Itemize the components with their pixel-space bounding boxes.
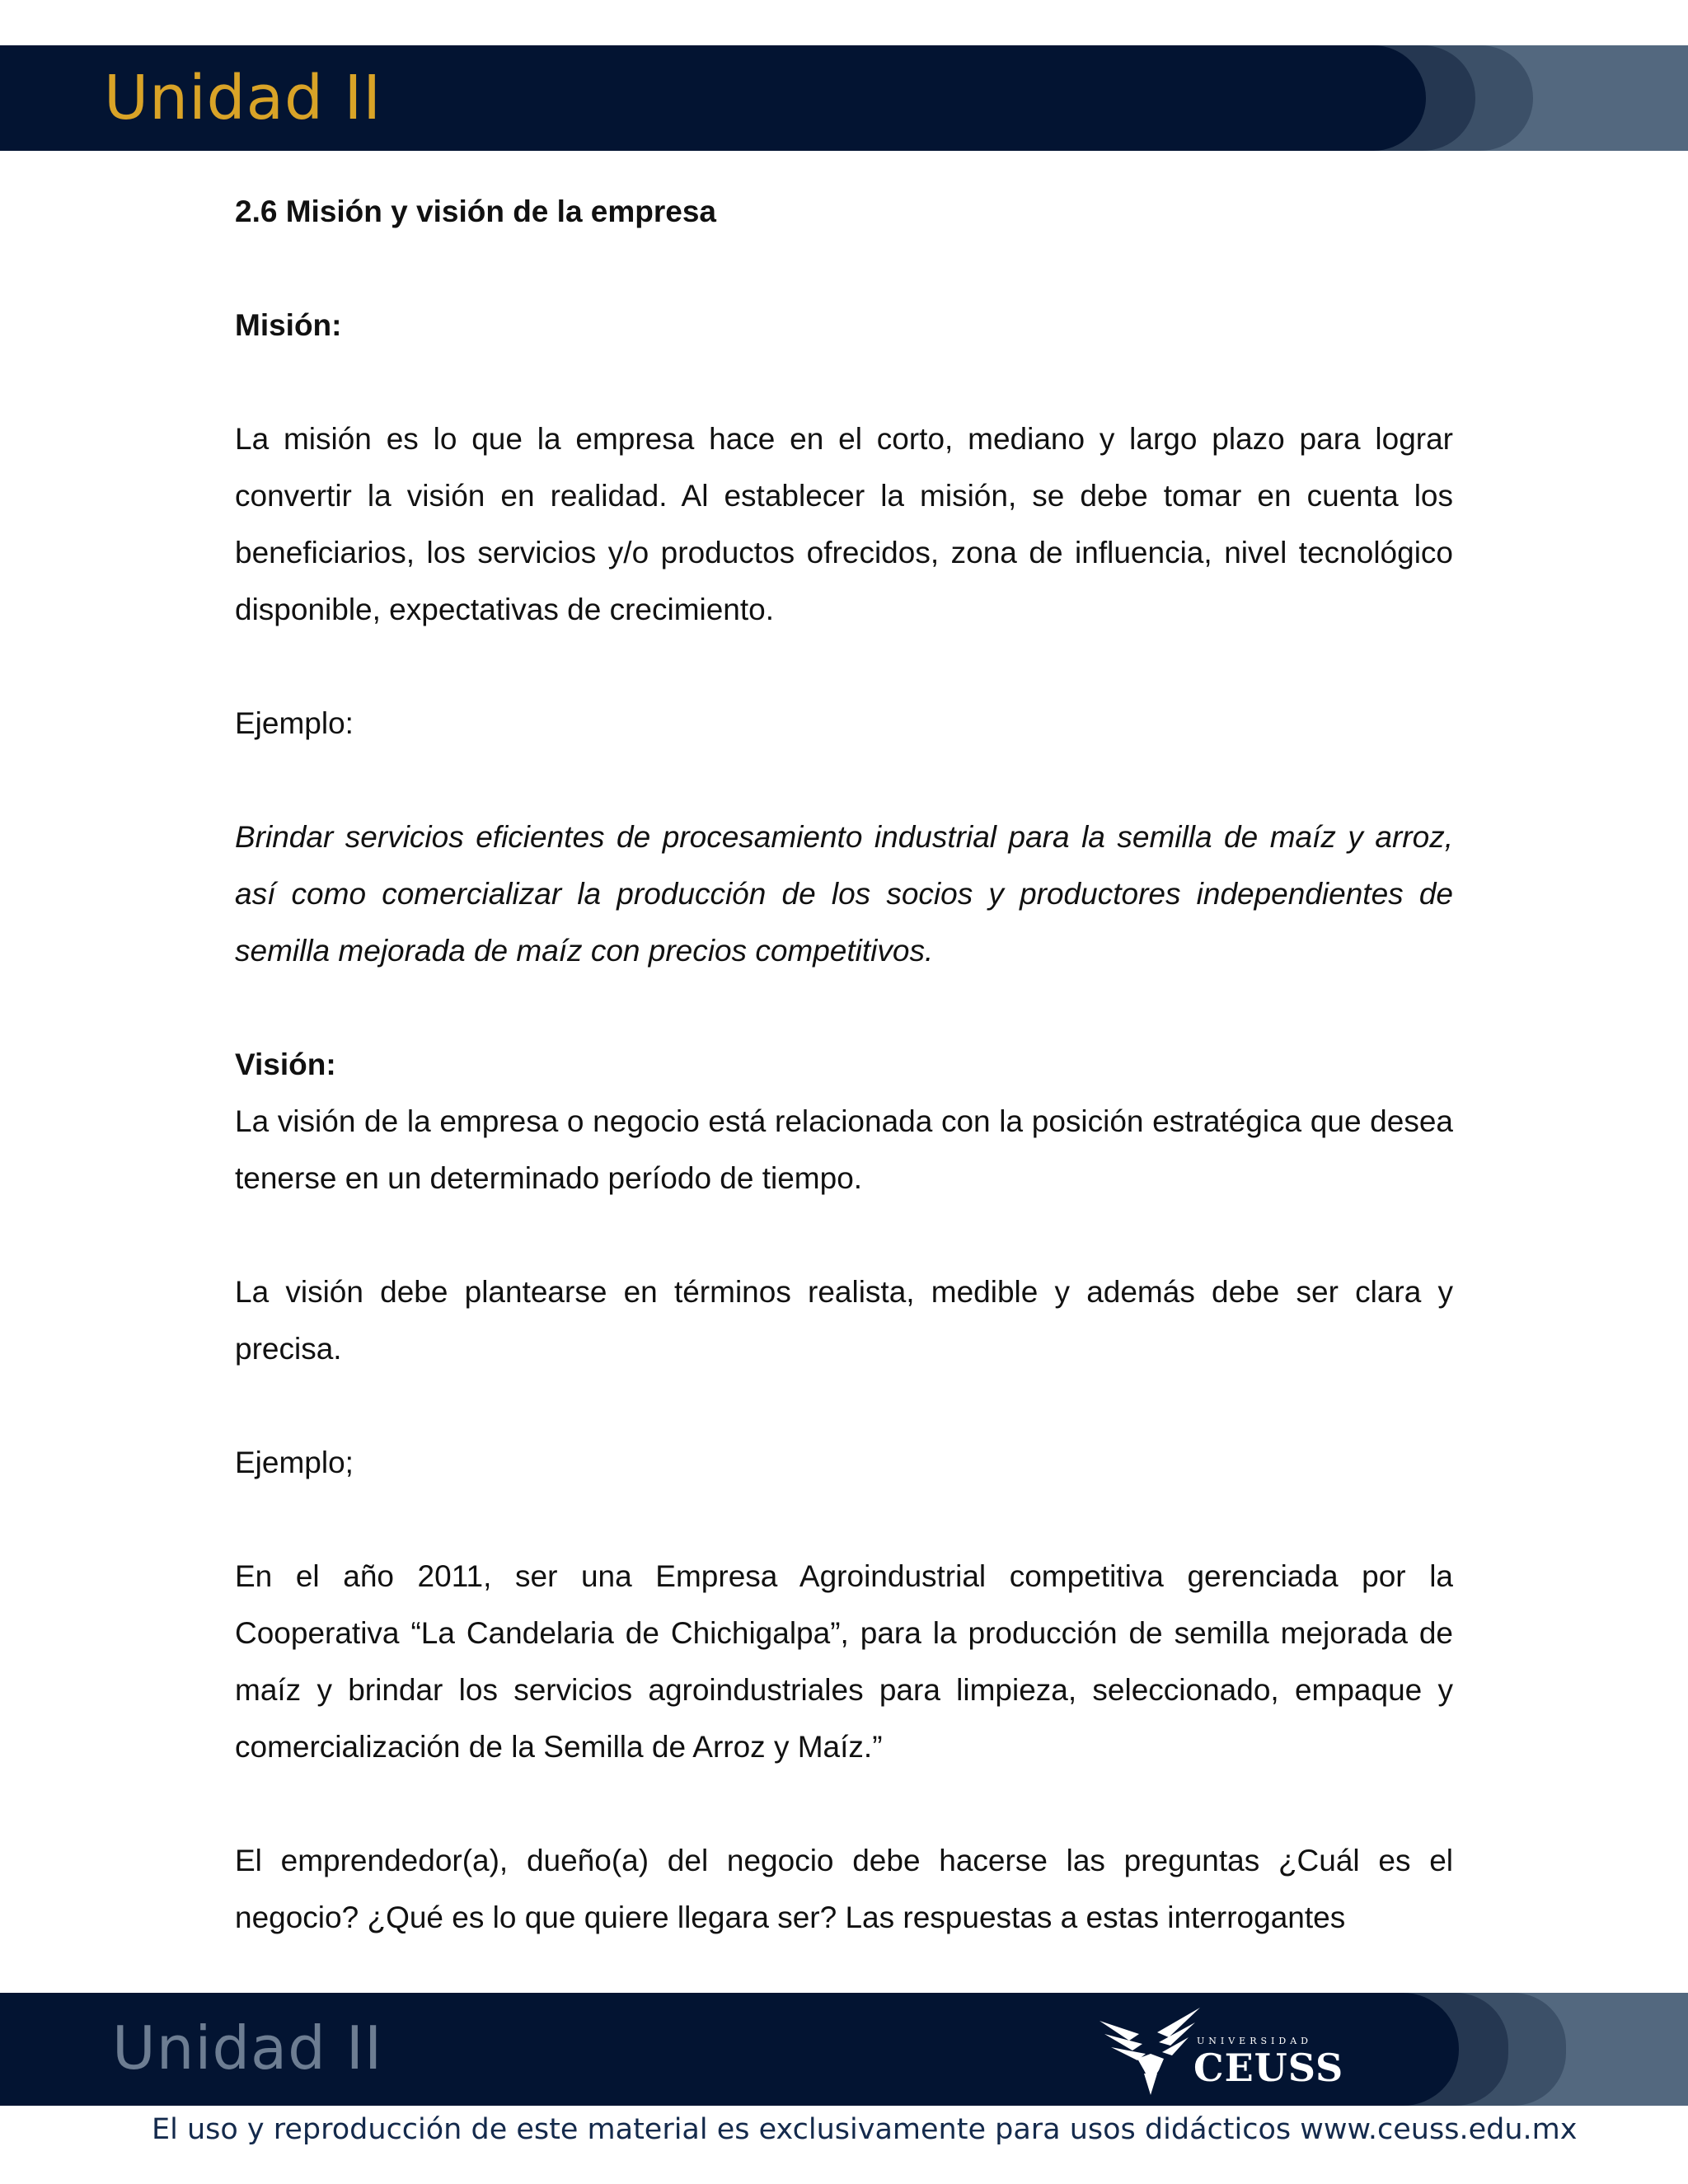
- vision-paragraph-1: La visión de la empresa o negocio está relacionada con la posición estratégica que desea tenerse en un determinado período de tiempo.: [235, 1104, 1453, 1195]
- vision-example: En el año 2011, ser una Empresa Agroindustrial competitiva gerenciada por la Cooperativa “La Candelaria de Chichigalpa”, para la producción de semilla mejorada de maíz y brindar los servicios agroindustriales para limpieza, seleccionado, empaque y comercialización de la Semilla de Arroz y Maíz.”: [235, 1559, 1453, 1764]
- mision-heading: Misión:: [235, 308, 342, 342]
- vision-heading: Visión:: [235, 1047, 336, 1081]
- eagle-emblem-icon: [1096, 2004, 1203, 2097]
- footer-banner: [0, 1993, 1688, 2106]
- vision-paragraph-2: La visión debe plantearse en términos realista, medible y además debe ser clara y precisa.: [235, 1275, 1453, 1366]
- logo-name: CEUSS: [1193, 2046, 1344, 2090]
- mision-paragraph: La misión es lo que la empresa hace en el corto, mediano y largo plazo para lograr convertir la visión en realidad. Al establecer la misión, se debe tomar en cuenta los beneficiarios, los servicios y/o productos ofrecidos, zona de influencia, nivel tecnológico disponible, expectativas de crecimiento.: [235, 422, 1453, 626]
- document-body: [235, 183, 1453, 1946]
- header-title: Unidad II: [104, 63, 382, 134]
- vision-example-label: Ejemplo;: [235, 1446, 354, 1479]
- section-title: 2.6 Misión y visión de la empresa: [235, 194, 717, 228]
- footer-unit-title: Unidad II: [112, 2013, 383, 2083]
- logo-university-label: UNIVERSIDAD: [1197, 2036, 1312, 2046]
- mision-example: Brindar servicios eficientes de procesamiento industrial para la semilla de maíz y arroz, así como comercializar la producción de los socios y productores independientes de semilla mejorada de maíz con precios competitivos.: [235, 820, 1453, 968]
- mision-example-label: Ejemplo:: [235, 706, 354, 740]
- vision-closing-paragraph: El emprendedor(a), dueño(a) del negocio debe hacerse las preguntas ¿Cuál es el negocio? ¿Qué es lo que quiere llegara ser? Las respuestas a estas interrogantes: [235, 1844, 1453, 1934]
- header-banner: [0, 45, 1688, 151]
- ceuss-logo: [1096, 2004, 1368, 2097]
- usage-notice: El uso y reproducción de este material es exclusivamente para usos didácticos www.ceuss.edu.mx: [152, 2113, 1578, 2146]
